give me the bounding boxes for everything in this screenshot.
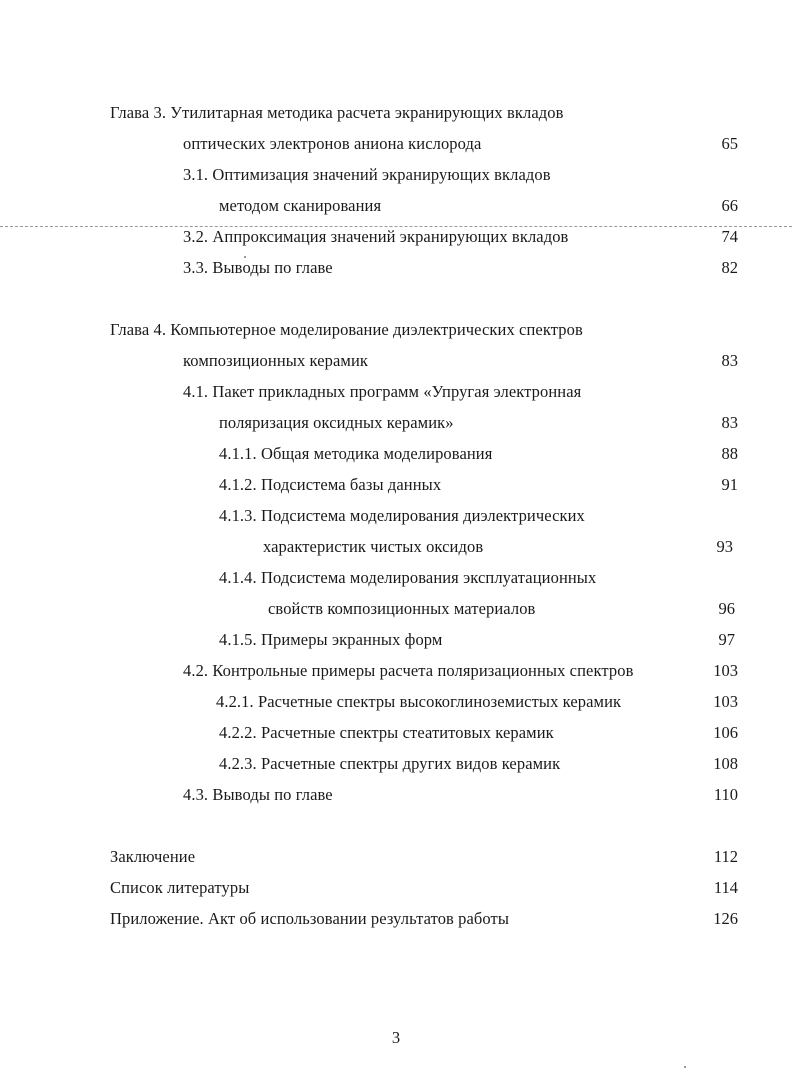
toc-entry-text: Глава 4. Компьютерное моделирование диэлектрических спектров <box>110 320 583 339</box>
toc-entry-page: 66 <box>721 196 738 215</box>
toc-entry-page: 82 <box>721 258 738 277</box>
toc-entry-text: методом сканирования <box>219 196 382 215</box>
toc-entry-text: Список литературы <box>110 878 250 897</box>
toc-entry-text: 4.1.3. Подсистема моделирования диэлектрических <box>219 506 585 525</box>
toc-entry-text: Заключение <box>110 847 196 866</box>
toc-entry-text: Приложение. Акт об использовании результатов работы <box>110 909 510 928</box>
toc-entry-page: 126 <box>713 909 738 928</box>
toc-entry-page: 93 <box>716 537 733 556</box>
toc-entry-page: 103 <box>713 661 738 680</box>
toc-entry-page: 88 <box>721 444 738 463</box>
toc-entry-text: 4.1. Пакет прикладных программ «Упругая электронная <box>183 382 582 401</box>
toc-entry-text: 4.2. Контрольные примеры расчета поляризационных спектров <box>183 661 634 680</box>
toc-entry-page: 96 <box>718 599 735 618</box>
page-number: 3 <box>391 1028 401 1047</box>
toc-entry-text: 4.3. Выводы по главе <box>183 785 333 804</box>
toc-entry-text: 4.1.5. Примеры экранных форм <box>219 630 443 649</box>
toc-entry-page: 112 <box>713 847 738 866</box>
toc-entry-text: 3.1. Оптимизация значений экранирующих вкладов <box>183 165 551 184</box>
toc-entry-page: 83 <box>721 351 738 370</box>
toc-entry-text: 4.2.1. Расчетные спектры высокоглиноземистых керамик <box>216 692 622 711</box>
toc-entry-text: оптических электронов аниона кислорода <box>183 134 482 153</box>
toc-entry-text: 4.1.4. Подсистема моделирования эксплуатационных <box>219 568 597 587</box>
toc-entry-text: композиционных керамик <box>183 351 369 370</box>
toc-entry-text: поляризация оксидных керамик» <box>219 413 454 432</box>
toc-entry-text: 4.2.3. Расчетные спектры других видов керамик <box>219 754 561 773</box>
scan-speck <box>244 256 246 258</box>
toc-entry-page: 106 <box>713 723 738 742</box>
toc-entry-text: 4.2.2. Расчетные спектры стеатитовых керамик <box>219 723 554 742</box>
toc-entry-page: 108 <box>713 754 738 773</box>
toc-entry-page: 103 <box>713 692 738 711</box>
toc-entry-page: 83 <box>721 413 738 432</box>
toc-entry-page: 110 <box>713 785 738 804</box>
toc-entry-text: 4.1.1. Общая методика моделирования <box>219 444 493 463</box>
toc-entry-text: 3.2. Аппроксимация значений экранирующих вкладов <box>183 227 569 246</box>
toc-entry-text: Глава 3. Утилитарная методика расчета экранирующих вкладов <box>110 103 564 122</box>
toc-entry-page: 114 <box>713 878 738 897</box>
toc-entry-page: 65 <box>721 134 738 153</box>
toc-entry-text: характеристик чистых оксидов <box>263 537 484 556</box>
toc-entry-text: свойств композиционных материалов <box>268 599 536 618</box>
toc-entry-text: 3.3. Выводы по главе <box>183 258 333 277</box>
toc-entry-page: 91 <box>721 475 738 494</box>
toc-entry-text: 4.1.2. Подсистема базы данных <box>219 475 442 494</box>
scan-speck <box>684 1066 686 1068</box>
toc-entry-page: 74 <box>721 227 738 246</box>
toc-entry-page: 97 <box>718 630 735 649</box>
